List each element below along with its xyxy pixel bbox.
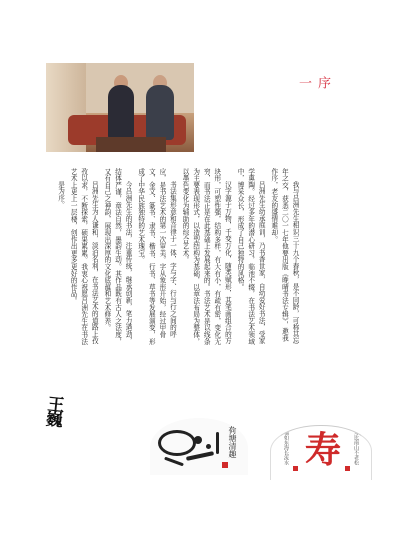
page-title [296, 76, 332, 114]
paragraph: 是为序。 [56, 181, 65, 209]
seal-stamp [293, 466, 298, 471]
calligraphy-shou-char: 寿 [305, 429, 342, 471]
painting-inscription: 荷塘清趣 [228, 426, 237, 458]
calligraphy-inscription-left: 福如东海长流水 [283, 430, 289, 465]
paragraph: 今吕洲先生的书法，注重传统，继承创新，笔力遒劲，结体严谨，章法自然，墨韵生动。其作品既有古人之法度，又有自己之神韵，展现出深厚的文化底蕴和艺术修养。 [102, 168, 133, 345]
painting-ink-dot [206, 444, 211, 449]
paragraph: 汉字源于万物，千变万化，随类赋形，其笔画组合的方块形，可塑性强，结构多样，有大有小，有疏有密，变化无穷，而书法正是在此基础上发展起来的。书法艺术是以线条为主要表现形式，以造型结构为基础，以章法布局为整体，以墨色变化为辅助的综合艺术。 [181, 168, 232, 345]
fan-calligraphy [270, 425, 372, 480]
paragraph: 吕洲先生为人谦和，淡泊名利，在书法艺术的道路上孜孜以求，不断探索，硕果累累。我衷心祝愿吕洲先生在书法艺术上更上一层楼，创作出更多更好的作品。 [69, 168, 99, 345]
painting-brush-stroke [186, 451, 214, 461]
painting-brush-circle [158, 430, 196, 456]
painting-ink-dot [194, 436, 202, 444]
author-signature: 王巍 [41, 394, 65, 427]
painting-brush-stroke [164, 457, 184, 467]
paragraph: 吕洲先生幼承庭训，乃书香世家，自幼爱好书法，受家学熏陶。经过多年的潜心研习，临池不辍，在书法艺术领域中，博采众长，形成了自己独特的风格。 [236, 168, 266, 345]
person-right [146, 85, 174, 140]
painting-brush-stroke [216, 432, 219, 454]
paragraph: 我与吕洲先生相识三十九个春秋，是不同龄，可称其忘年之交，获悉二〇一七年他要出版《晚晴书法专辑》，邀我作序，老友的盛情难却。 [269, 168, 299, 345]
photo-wall [86, 63, 194, 113]
fan-ink-painting [150, 418, 248, 475]
preface-body [48, 168, 300, 346]
person-left [108, 85, 134, 140]
calligraphy-inscription-right: 寿比南山不老松 [353, 430, 359, 465]
seal-stamp [222, 462, 228, 468]
paragraph: 书法集形意和音律于一体，字与字、行与行之间的呼应，是书法艺术的第一次审美。字从象形开始，经过甲骨文、金文、篆书、隶书、楷书、行书、草书等发展演变，形成了中华民族独特的艺术瑰宝。 [136, 168, 177, 345]
author-photo [46, 63, 194, 152]
seal-stamp [345, 466, 350, 471]
title-char-2: 一 [296, 76, 311, 89]
photo-table [96, 137, 166, 152]
title-char-1: 序 [315, 76, 330, 89]
